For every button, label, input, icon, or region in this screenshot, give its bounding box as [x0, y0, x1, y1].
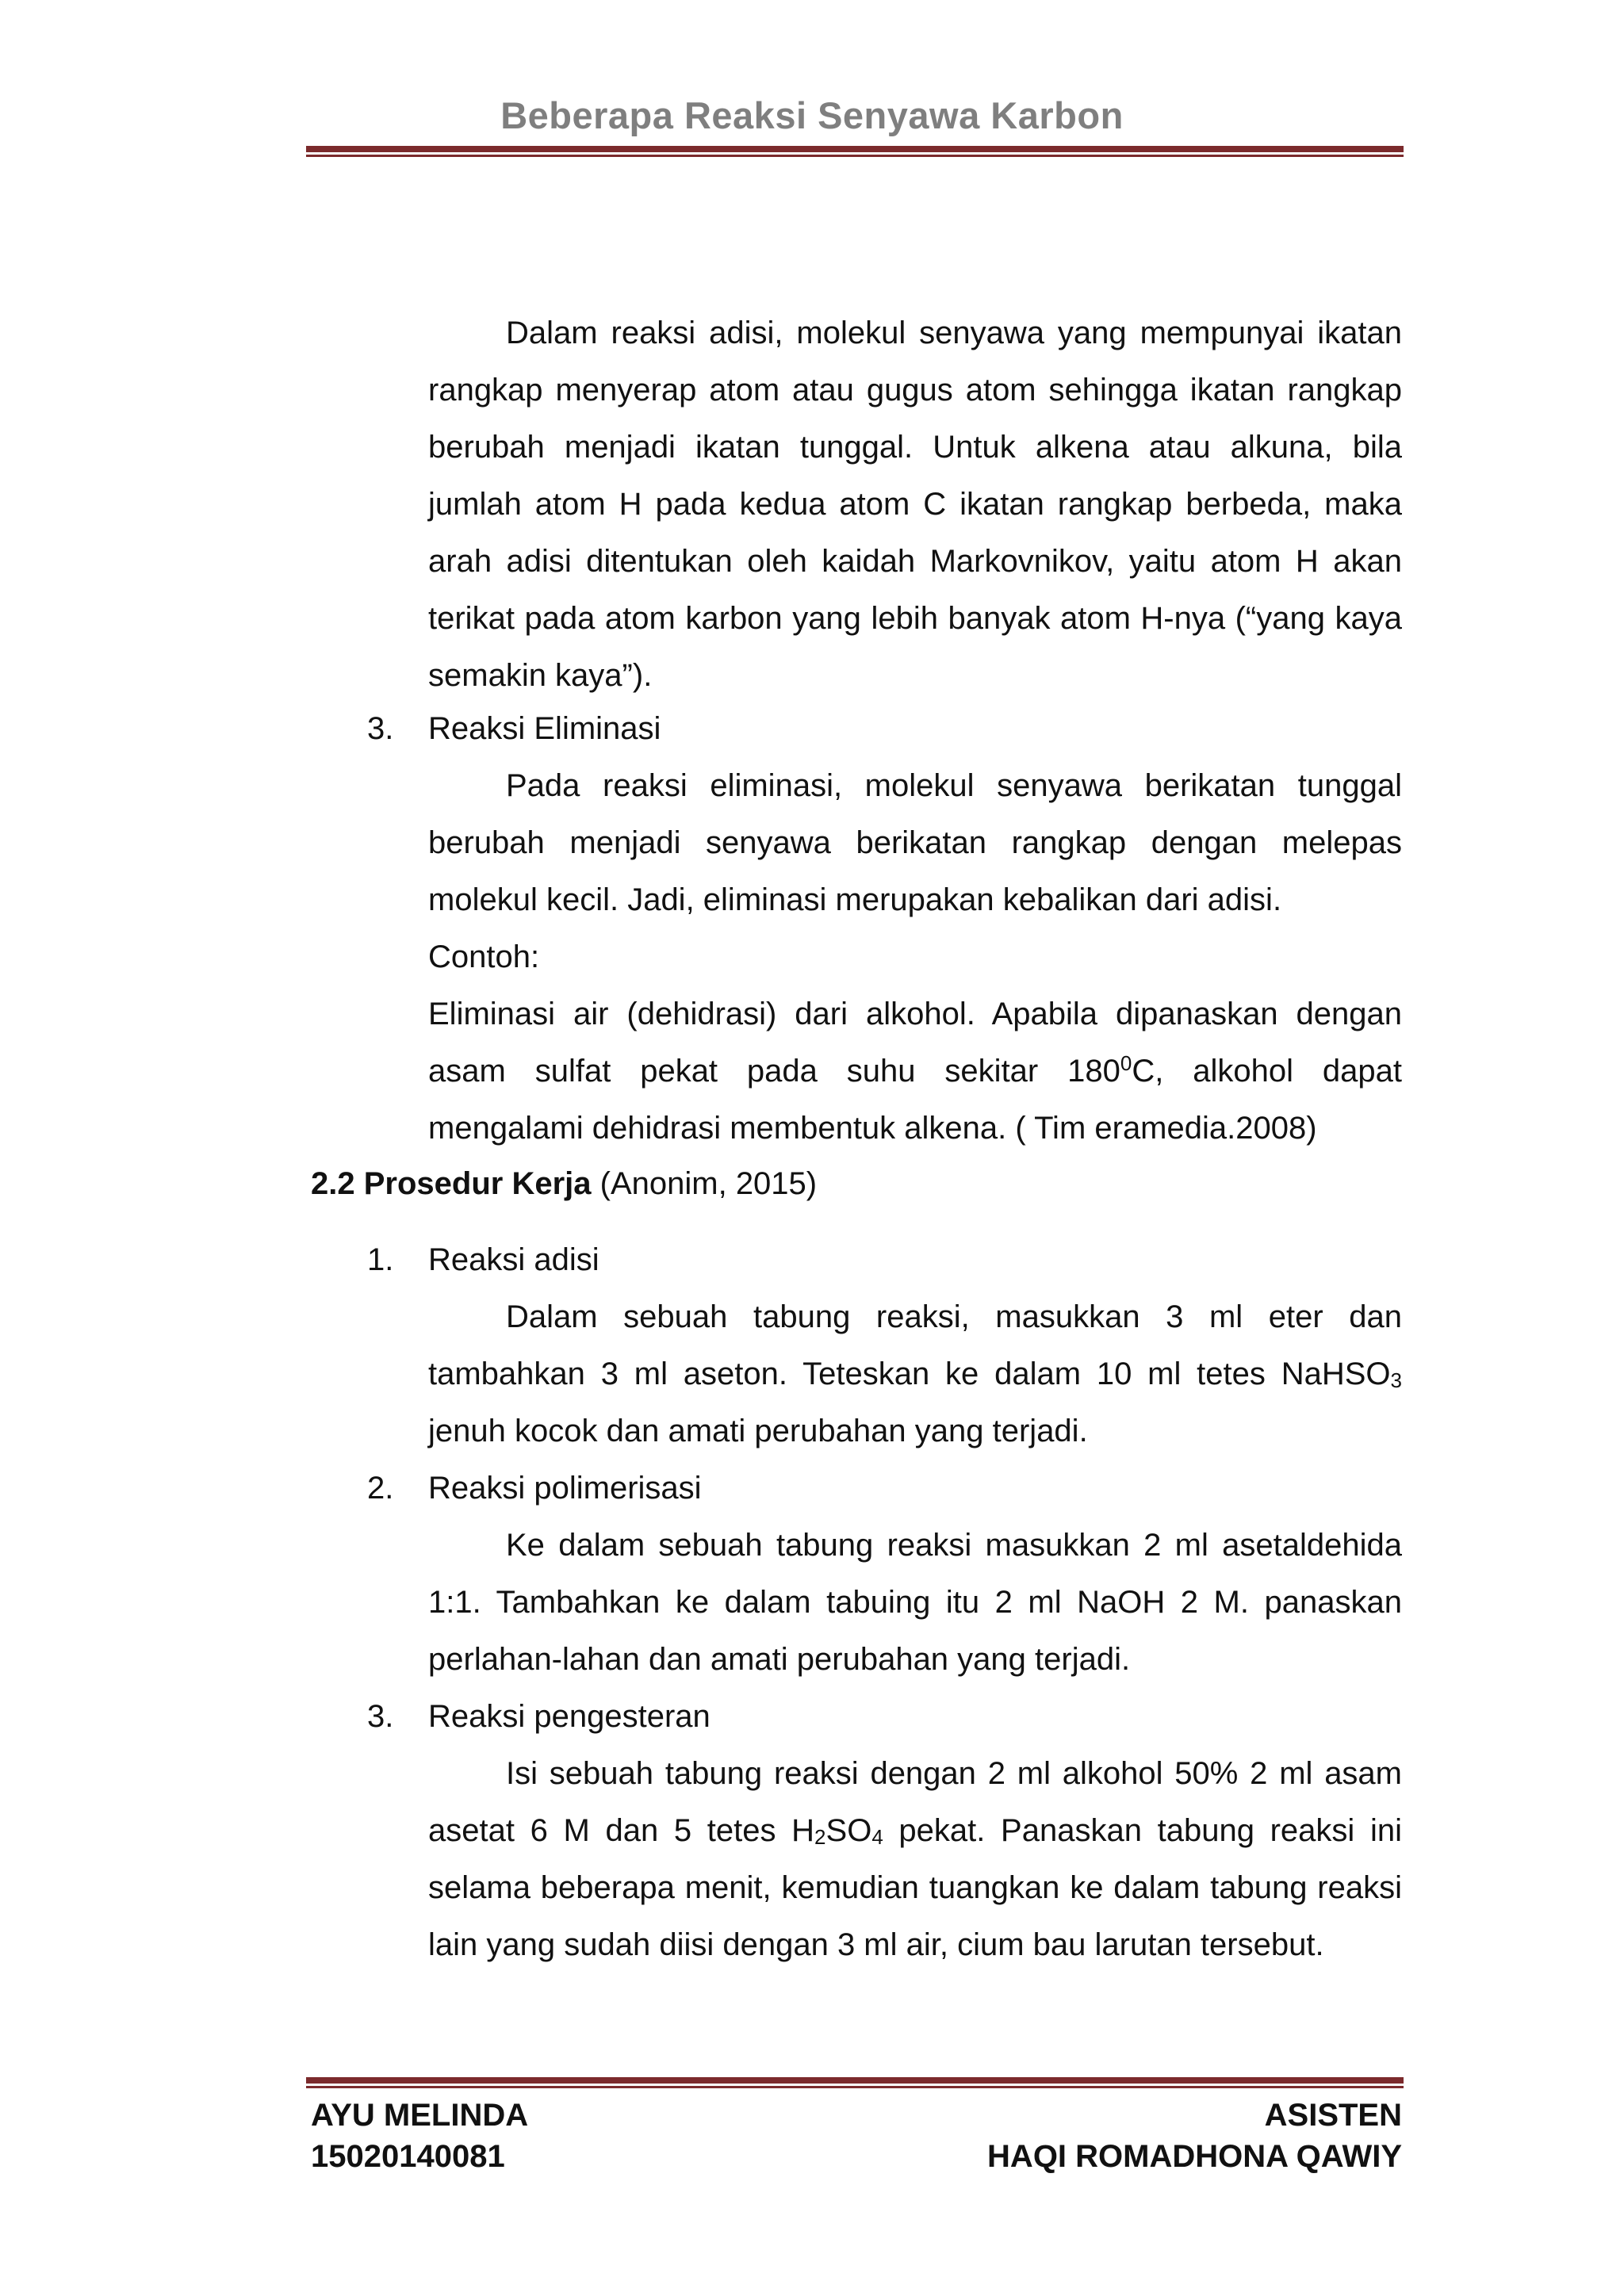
elimination-title: Reaksi Eliminasi [428, 711, 661, 746]
procedure-2-number: 2. [367, 1471, 394, 1506]
intro-text: Dalam reaksi adisi, molekul senyawa yang mempunyai ikatan rangkap menyerap atom atau gugus atom sehingga ikatan rangkap berubah menjadi ikatan tunggal. [428, 316, 1402, 465]
procedure-3-title: Reaksi pengesteran [428, 1699, 710, 1734]
procedure-3-paragraph [428, 1745, 1402, 1973]
procedure-2-text: Ke dalam sebuah tabung reaksi masukkan 2 ml asetaldehida 1:1. Tambahkan ke dalam tabuing itu 2 ml NaOH 2 M. panaskan perlahan-lahan dan amati perubahan yang terjadi. [428, 1528, 1402, 1677]
intro-continuation: Untuk alkena atau alkuna, bila jumlah atom H pada kedua atom C ikatan rangkap berbeda, maka arah adisi ditentukan oleh kaidah Markovnikov, yaitu atom H akan terikat pada atom karbon yang lebih banyak atom H-nya (“yang kaya semakin kaya”). [428, 430, 1402, 693]
procedure-3-text-a: Isi sebuah tabung reaksi dengan 2 ml alkohol 50% 2 ml asam asetat 6 M dan 5 tetes H [428, 1756, 1402, 1848]
procedure-1-number: 1. [367, 1242, 394, 1277]
example-label: Contoh: [428, 939, 540, 974]
procedure-3-subscript-1: 2 [814, 1825, 826, 1849]
procedure-1-title: Reaksi adisi [428, 1242, 599, 1277]
example-text-2: C, alkohol dapat mengalami dehidrasi membentuk alkena. ( Tim eramedia.2008) [428, 1054, 1402, 1146]
degree-superscript: 0 [1120, 1051, 1132, 1075]
footer-assistant-name: HAQI ROMADHONA QAWIY [987, 2139, 1402, 2174]
footer-role: ASISTEN [1264, 2098, 1402, 2133]
section-citation: (Anonim, 2015) [599, 1166, 818, 1201]
header-rule [306, 146, 1404, 157]
section-heading [311, 1155, 817, 1212]
procedure-3-text-c: pekat. Panaskan tabung reaksi ini selama beberapa menit, kemudian tuangkan ke dalam tabung reaksi lain yang sudah diisi dengan 3 ml air, cium bau larutan tersebut. [428, 1813, 1402, 1962]
procedure-1-paragraph [428, 1288, 1402, 1460]
elimination-number: 3. [367, 711, 394, 746]
procedure-3-number: 3. [367, 1699, 394, 1734]
procedure-1-subscript: 3 [1390, 1368, 1402, 1392]
procedure-2-paragraph [428, 1517, 1402, 1688]
page-header-title: Beberapa Reaksi Senyawa Karbon [500, 94, 1124, 136]
elimination-text: Pada reaksi eliminasi, molekul senyawa berikatan tunggal berubah menjadi senyawa berikatan rangkap dengan melepas molekul kecil. Jadi, eliminasi merupakan kebalikan dari adisi. [428, 768, 1402, 917]
procedure-1-text-a: Dalam sebuah tabung reaksi, masukkan 3 ml eter dan tambahkan 3 ml aseton. Teteskan ke dalam 10 ml tetes NaHSO [428, 1299, 1402, 1391]
example-text-1: Eliminasi air (dehidrasi) dari alkohol. Apabila dipanaskan dengan asam sulfat pekat pada suhu sekitar 180 [428, 997, 1402, 1089]
procedure-1-text-b: jenuh kocok dan amati perubahan yang terjadi. [428, 1414, 1088, 1448]
procedure-3-text-b: SO [825, 1813, 872, 1848]
footer-rule [306, 2077, 1404, 2088]
intro-paragraph [428, 304, 1402, 704]
section-number: 2.2 [311, 1166, 355, 1201]
procedure-2-title: Reaksi polimerisasi [428, 1471, 702, 1506]
example-paragraph [428, 985, 1402, 1157]
footer-student-id: 15020140081 [311, 2139, 505, 2174]
elimination-paragraph [428, 757, 1402, 928]
section-title: Prosedur Kerja [363, 1166, 592, 1201]
footer-student-name: AYU MELINDA [311, 2098, 529, 2133]
procedure-3-subscript-2: 4 [871, 1825, 883, 1849]
